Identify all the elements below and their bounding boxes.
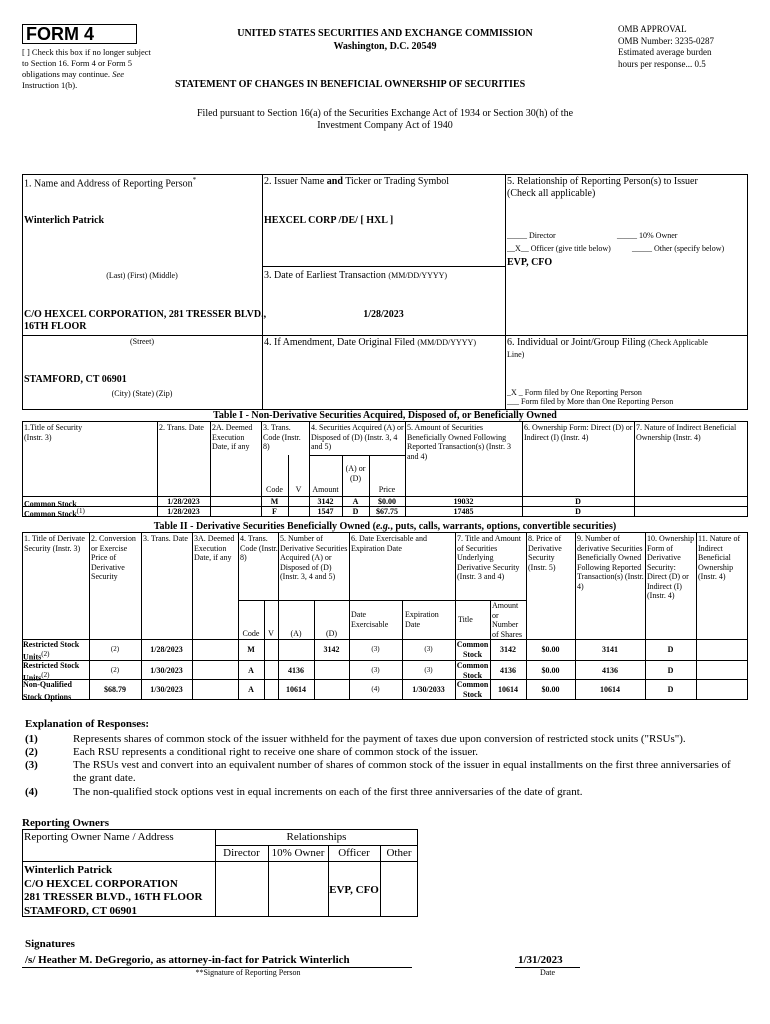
t2-a: 10614 bbox=[286, 685, 306, 694]
omb-approval: OMB APPROVAL OMB Number: 3235-0287 Estimated average burden hours per response... 0.5 bbox=[618, 24, 714, 69]
t2-exp: (3) bbox=[424, 645, 433, 653]
t2-utitle: Common Stock bbox=[456, 640, 489, 659]
city-value: STAMFORD, CT 06901 bbox=[24, 374, 127, 385]
t2-h11: 11. Nature of Indirect Beneficial Ownership (Instr. 4) bbox=[698, 534, 741, 581]
footnote-text: Represents shares of common stock of the issuer withheld for the payment of taxes due upon conversion of restricted stock units ("RSUs"). bbox=[73, 733, 686, 745]
city-label: (City) (State) (Zip) bbox=[111, 389, 173, 398]
t1-amount: 3142 bbox=[317, 497, 334, 506]
t1-h2a: 2A. Deemed Execution Date, if any bbox=[212, 423, 253, 451]
box4-label: 4. If Amendment, Date Original Filed (MM/DD/YYYY) bbox=[264, 337, 476, 348]
t2-form: D bbox=[667, 666, 674, 675]
t2-h3: 3. Trans. Date bbox=[143, 534, 188, 543]
footnote-text: Each RSU represents a conditional right to receive one share of common stock of the issuer. bbox=[73, 746, 479, 758]
t2-d: 3142 bbox=[323, 645, 340, 654]
t2-h5: 5. Number of Derivative Securities Acquired (A) or Disposed of (D) (Instr. 3, 4 and 5) bbox=[280, 534, 348, 581]
t1-h6: 6. Ownership Form: Direct (D) or Indirect (I) (Instr. 4) bbox=[524, 423, 633, 442]
t1-sub-amount: Amount bbox=[312, 485, 339, 494]
owners-h-ten: 10% Owner bbox=[271, 847, 325, 859]
t2-code: M bbox=[247, 645, 255, 654]
table1-row bbox=[24, 507, 156, 519]
t2-utitle: Common Stock bbox=[456, 680, 489, 699]
t2-form: D bbox=[667, 645, 674, 654]
t2-h1: 1. Title of Derivate Security (Instr. 3) bbox=[24, 534, 85, 553]
t2-sub-a: (A) bbox=[290, 629, 302, 638]
owners-h-rel: Relationships bbox=[286, 831, 347, 843]
t1-owned: 17485 bbox=[453, 507, 474, 516]
t1-h1: 1.Title of Security (Instr. 3) bbox=[24, 423, 83, 442]
issuer-name: HEXCEL CORP /DE/ [ HXL ] bbox=[264, 215, 394, 226]
footnote-number: (1) bbox=[25, 733, 38, 745]
table1-title: Table I - Non-Derivative Securities Acquired, Disposed of, or Beneficially Owned bbox=[213, 410, 557, 421]
filing-option-one: _X _ Form filed by One Reporting Person bbox=[507, 388, 642, 397]
t2-price: (2) bbox=[110, 645, 120, 653]
t2-h6: 6. Date Exercisable and Expiration Date bbox=[351, 534, 427, 553]
signature-date: 1/31/2023 bbox=[518, 954, 563, 966]
t2-exer: (4) bbox=[371, 685, 380, 693]
signature-label: **Signature of Reporting Person bbox=[195, 968, 301, 977]
t1-owned: 19032 bbox=[453, 497, 474, 506]
reporting-info-grid bbox=[22, 174, 748, 410]
footnote-number: (3) bbox=[25, 759, 38, 771]
t1-code: M bbox=[270, 497, 279, 506]
t1-price: $67.75 bbox=[376, 507, 398, 516]
t2-exp: (3) bbox=[424, 666, 433, 674]
t1-amount: 1547 bbox=[317, 507, 334, 516]
t1-code: F bbox=[272, 507, 277, 516]
t1-date: 1/28/2023 bbox=[167, 507, 200, 516]
table2-title: Table II - Derivative Securities Beneficially Owned (e.g., puts, calls, warrants, options, convertible securities) bbox=[153, 521, 617, 532]
t1-form: D bbox=[575, 507, 581, 516]
t2-utitle: Common Stock bbox=[456, 661, 489, 680]
t1-aord: A bbox=[352, 497, 359, 506]
t2-h8: 8. Price of Derivative Security (Instr. 5) bbox=[528, 534, 562, 572]
rel-other: _____ Other (specify below) bbox=[632, 244, 725, 253]
t1-price: $0.00 bbox=[378, 497, 396, 506]
owners-h-officer: Officer bbox=[338, 847, 370, 859]
signature-date-label: Date bbox=[539, 968, 556, 977]
t1-h4: 4. Securities Acquired (A) or Disposed of (D) (Instr. 3, 4 and 5) bbox=[311, 423, 404, 451]
t2-exer: (3) bbox=[371, 645, 380, 653]
street-value: C/O HEXCEL CORPORATION, 281 TRESSER BLVD., 16TH FLOOR bbox=[24, 309, 267, 332]
t1-h7: 7. Nature of Indirect Beneficial Ownership (Instr. 4) bbox=[636, 423, 737, 442]
earliest-transaction-date: 1/28/2023 bbox=[363, 309, 404, 320]
owner-address: Winterlich Patrick C/O HEXCEL CORPORATION 281 TRESSER BLVD., 16TH FLOOR STAMFORD, CT 06901 bbox=[24, 864, 203, 917]
owner-officer-value: EVP, CFO bbox=[329, 884, 379, 896]
t2-title: Restricted Stock Units bbox=[23, 661, 80, 683]
t2-title: Non-Qualified Stock Options bbox=[23, 680, 72, 702]
signature-value: /s/ Heather M. DeGregorio, as attorney-in-fact for Patrick Winterlich bbox=[25, 954, 350, 966]
owners-h-director: Director bbox=[223, 847, 260, 859]
t2-date: 1/30/2023 bbox=[150, 666, 183, 675]
t1-sub-aord: (A) or (D) bbox=[345, 464, 366, 483]
t2-sub-d: (D) bbox=[325, 629, 338, 638]
t1-h3: 3. Trans. Code (Instr. 8) bbox=[263, 423, 301, 451]
owners-h-other: Other bbox=[386, 847, 412, 859]
rel-officer: __X__ Officer (give title below) bbox=[507, 244, 611, 253]
t2-price: $68.79 bbox=[104, 685, 126, 694]
t2-sub-code: Code bbox=[242, 629, 260, 638]
table2-row bbox=[23, 680, 89, 702]
t2-h7: 7. Title and Amount of Securities Underlying Derivative Security (Instr. 3 and 4) bbox=[457, 534, 522, 581]
t2-sub-title: Title bbox=[458, 615, 473, 624]
t1-title: Common Stock bbox=[24, 509, 77, 519]
t1-title: Common Stock bbox=[24, 499, 77, 509]
footnote-text: The RSUs vest and convert into an equivalent number of shares of common stock of the issuer in equal installments on the first three anniversaries of the grant date. bbox=[73, 759, 731, 784]
t2-date: 1/30/2023 bbox=[150, 685, 183, 694]
t2-dprice: $0.00 bbox=[541, 666, 560, 675]
footnote-number: (2) bbox=[25, 746, 38, 758]
table2-row bbox=[23, 640, 89, 662]
t1-aord: D bbox=[352, 507, 359, 516]
t2-uamt: 3142 bbox=[500, 645, 516, 654]
box3-label: 3. Date of Earliest Transaction (MM/DD/YYYY) bbox=[264, 270, 448, 281]
box6-label: 6. Individual or Joint/Group Filing (Check Applicable Line) bbox=[507, 337, 708, 359]
t2-price: (2) bbox=[110, 666, 120, 674]
t1-sub-price: Price bbox=[378, 485, 396, 494]
t2-h10: 10. Ownership Form of Derivative Security: Direct (D) or Indirect (I) (Instr. 4) bbox=[647, 534, 695, 600]
t2-owned: 4136 bbox=[602, 666, 618, 675]
reporting-person-name: Winterlich Patrick bbox=[24, 215, 105, 226]
t2-owned: 3141 bbox=[602, 645, 618, 654]
t2-footnote: (2) bbox=[41, 649, 50, 658]
t2-sub-exercisable: Date Exercisable bbox=[351, 610, 389, 629]
t2-sub-v: V bbox=[268, 629, 274, 638]
t1-h2: 2. Trans. Date bbox=[159, 423, 204, 432]
owners-title: Reporting Owners bbox=[22, 817, 110, 829]
box2-label: 2. Issuer Name and Ticker or Trading Symbol bbox=[264, 176, 450, 187]
signatures-title: Signatures bbox=[25, 938, 75, 950]
t2-a: 4136 bbox=[288, 666, 304, 675]
t1-form: D bbox=[575, 497, 581, 506]
footnote-text: The non-qualified stock options vest in equal increments on each of the first three anniversaries of the date of grant. bbox=[73, 786, 583, 798]
street-label: (Street) bbox=[130, 337, 154, 346]
t2-uamt: 4136 bbox=[500, 666, 516, 675]
box5-label: 5. Relationship of Reporting Person(s) to Issuer (Check all applicable) bbox=[507, 176, 698, 199]
officer-title: EVP, CFO bbox=[507, 257, 553, 268]
filed-pursuant: Filed pursuant to Section 16(a) of the Securities Exchange Act of 1934 or Section 30(h) of the Investment Company Act of 1940 bbox=[196, 108, 574, 131]
rel-ten-percent: _____ 10% Owner bbox=[617, 231, 678, 240]
box1-label: 1. Name and Address of Reporting Person* bbox=[24, 176, 197, 190]
footnote-number: (4) bbox=[25, 786, 38, 798]
explanation-title: Explanation of Responses: bbox=[25, 718, 150, 730]
t2-date: 1/28/2023 bbox=[150, 645, 183, 654]
commission-name: UNITED STATES SECURITIES AND EXCHANGE COMMISSION bbox=[237, 28, 533, 39]
t1-sub-code: Code bbox=[266, 485, 283, 494]
commission-location: Washington, D.C. 20549 bbox=[333, 41, 437, 52]
t2-h3a: 3A. Deemed Execution Date, if any bbox=[194, 534, 235, 562]
t2-sub-amount: Amount or Number of Shares bbox=[492, 601, 522, 639]
rel-director: _____ Director bbox=[507, 231, 556, 240]
t2-dprice: $0.00 bbox=[541, 685, 560, 694]
filing-option-many: ___ Form filed by More than One Reporting Person bbox=[507, 397, 674, 406]
t2-code: A bbox=[248, 666, 254, 675]
t2-footnote: (2) bbox=[41, 670, 50, 679]
t2-owned: 10614 bbox=[600, 685, 620, 694]
t1-date: 1/28/2023 bbox=[167, 497, 200, 506]
form-title: FORM 4 bbox=[22, 24, 137, 44]
t2-dprice: $0.00 bbox=[541, 645, 560, 654]
t2-exer: (3) bbox=[371, 666, 380, 674]
t2-title: Restricted Stock Units bbox=[23, 640, 80, 662]
name-parts-label: (Last) (First) (Middle) bbox=[106, 271, 178, 280]
t1-sub-v: V bbox=[295, 485, 302, 494]
t2-uamt: 10614 bbox=[498, 685, 518, 694]
statement-title: STATEMENT OF CHANGES IN BENEFICIAL OWNERSHIP OF SECURITIES bbox=[175, 79, 526, 90]
t2-exp: 1/30/2033 bbox=[412, 685, 445, 694]
t1-footnote: (1) bbox=[76, 507, 85, 515]
t2-h2: 2. Conversion or Exercise Price of Derivative Security bbox=[91, 534, 136, 581]
t2-code: A bbox=[248, 685, 254, 694]
t2-sub-expiration: Expiration Date bbox=[405, 610, 439, 629]
checkbox-note: [ ] Check this box if no longer subject to Section 16. Form 4 or Form 5 obligations may continue. See Instruction 1(b). bbox=[22, 47, 151, 90]
t1-h5: 5. Amount of Securities Beneficially Owned Following Reported Transaction(s) (Instr. 3 and 4) bbox=[407, 423, 511, 461]
owners-h-name: Reporting Owner Name / Address bbox=[24, 831, 174, 843]
t2-form: D bbox=[667, 685, 674, 694]
t2-h9: 9. Number of derivative Securities Beneficially Owned Following Reported Transaction(s) (Instr. 4) bbox=[577, 534, 644, 591]
t2-h4: 4. Trans. Code (Instr. 8) bbox=[240, 534, 278, 562]
